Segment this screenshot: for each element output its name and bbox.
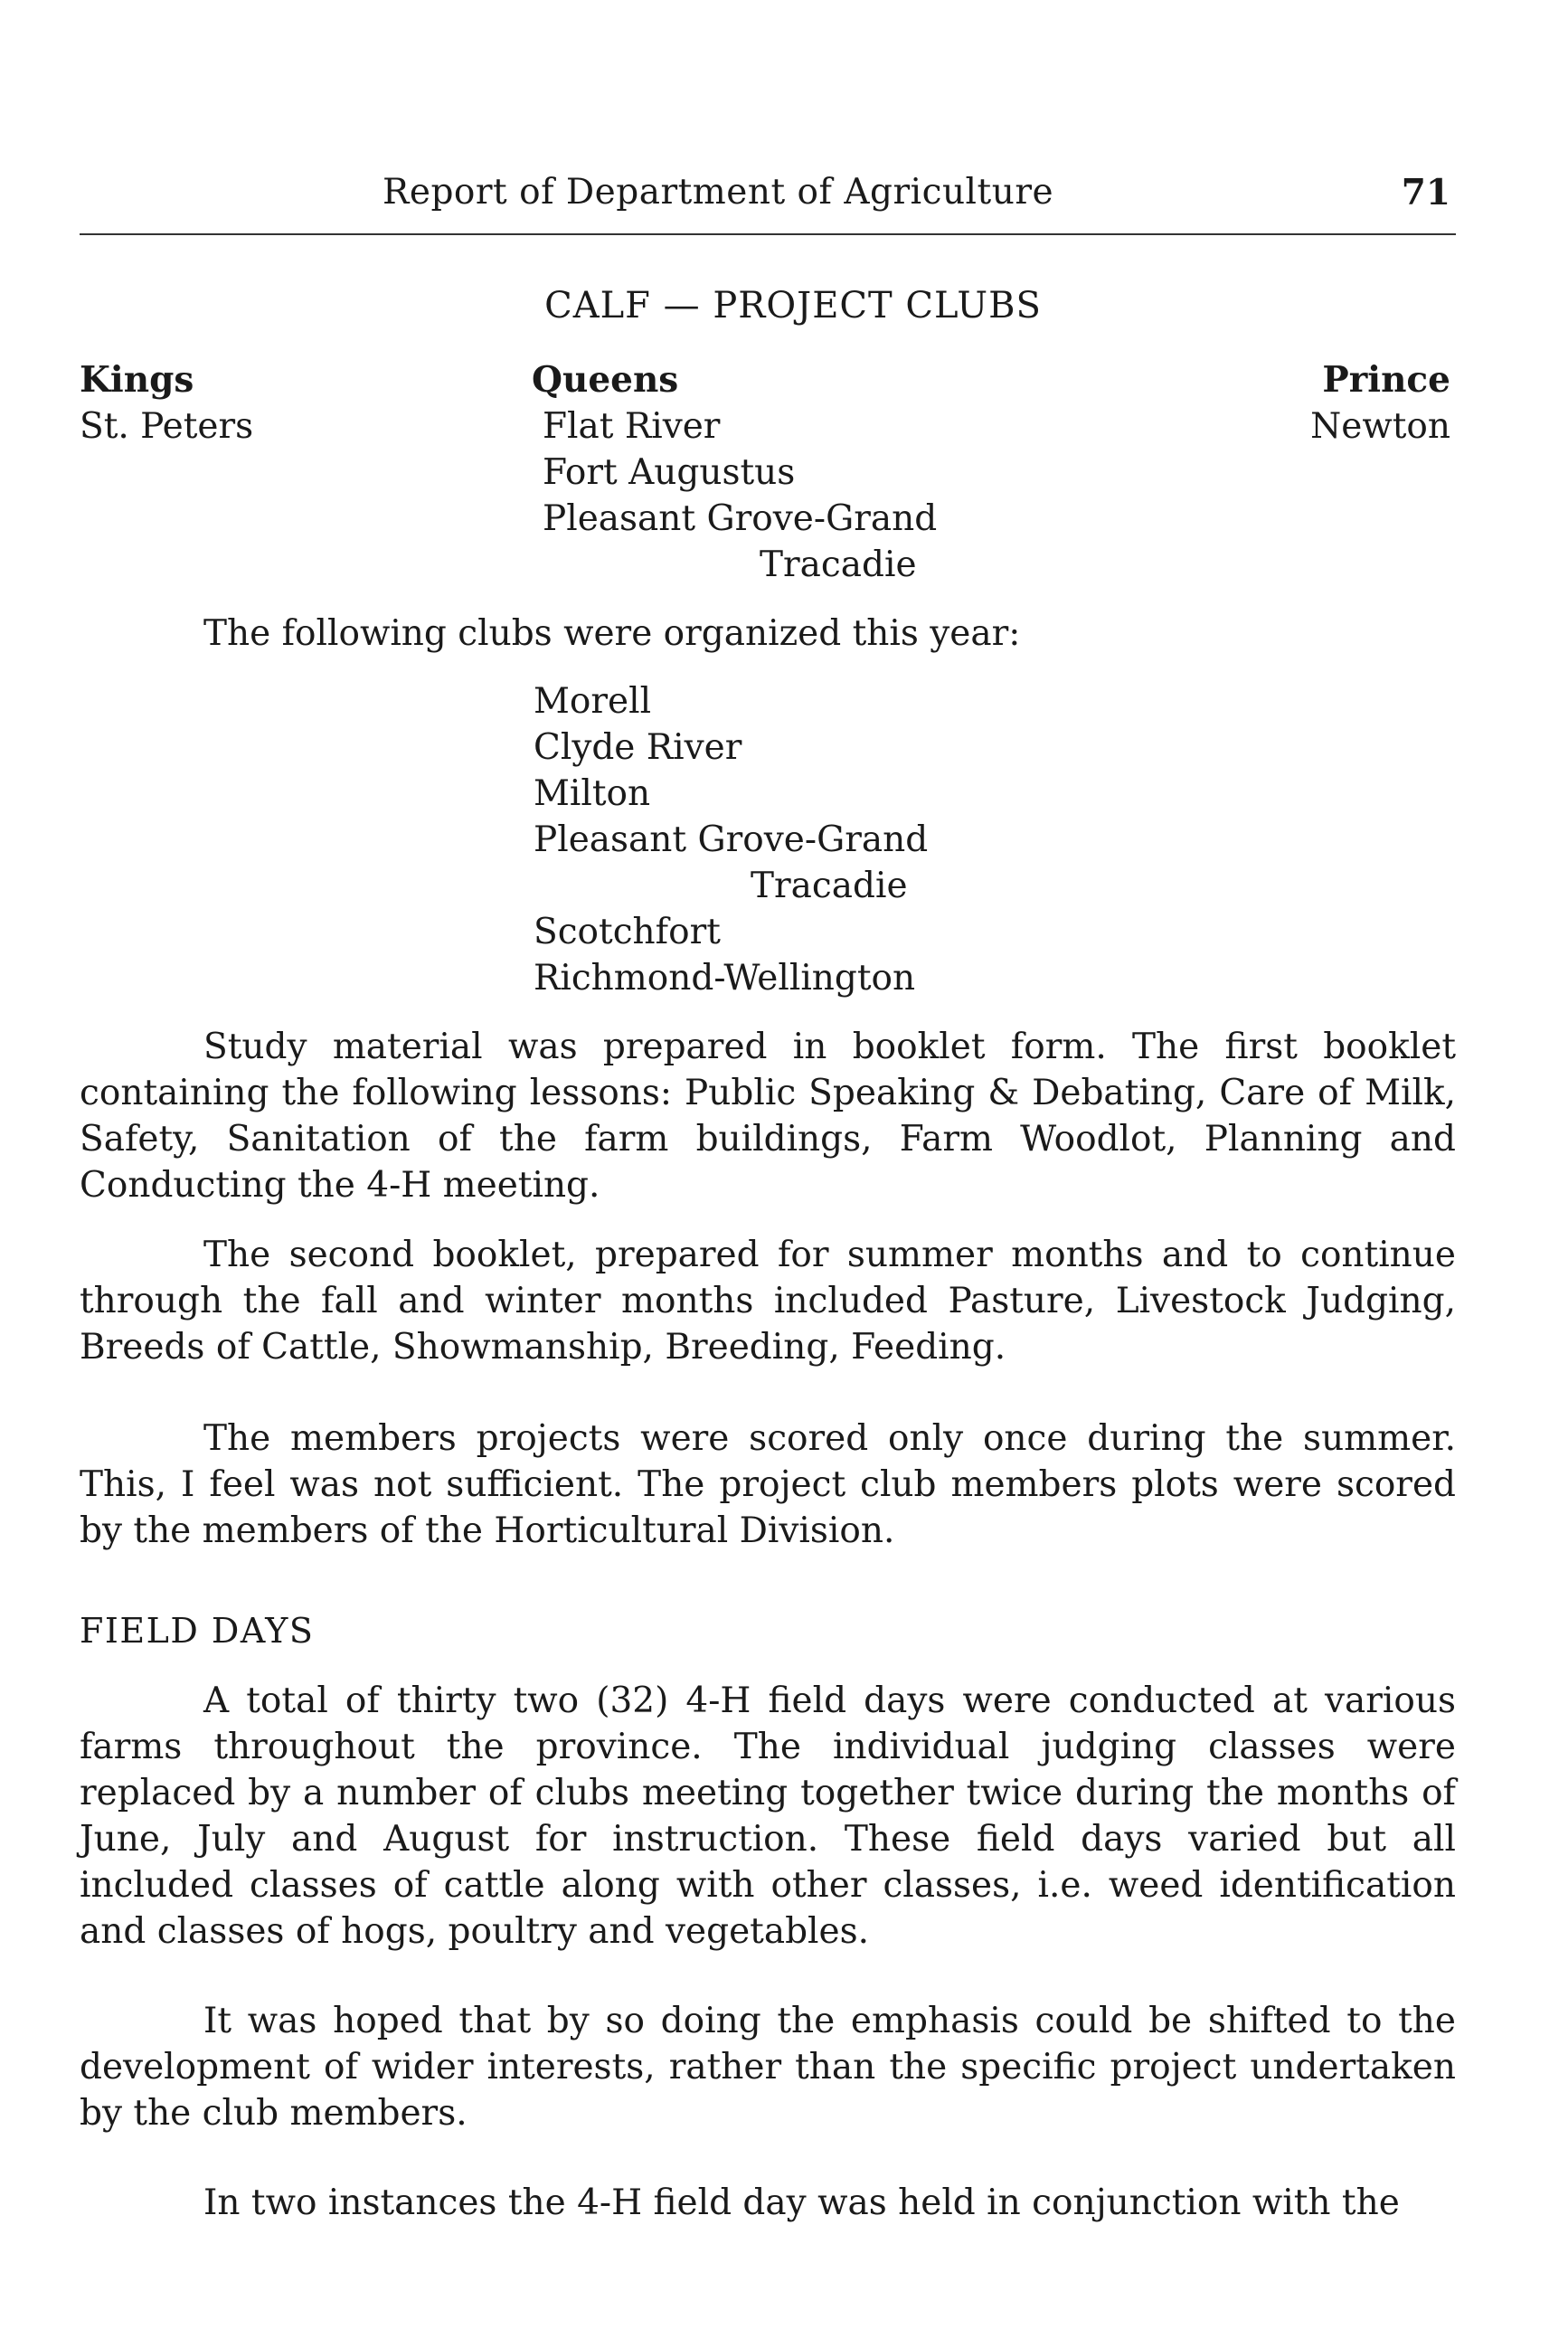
club-item: Pleasant Grove-Grand [543,498,938,539]
paragraph: The second booklet, prepared for summer months and to continue through the fall and winter months included Pasture, Livestock Judging, Breeds of Cattle, Showmanship, Breeding, Feeding. [80,1235,1456,1368]
club-item: Clyde River [534,727,742,768]
club-item: Fort Augustus [543,452,796,493]
county-heading-prince: Prince [1322,359,1450,401]
paragraph: In two instances the 4-H field day was held in conjunction with the [203,2182,1400,2223]
paragraph: The members projects were scored only once during the summer. This, I feel was not sufficient. The project club members plots were scored by the members of the Horticultural Division. [80,1418,1456,1551]
club-item: Newton [1310,406,1450,447]
paragraph: A total of thirty two (32) 4-H field days were conducted at various farms throughout the province. The individual judging classes were replaced by a number of clubs meeting together twice during the months of June, July and August for instruction. These field days varied but all included classes of cattle along with other classes, i.e. weed identification and classes of hogs, poultry and vegetables. [80,1680,1456,1952]
new-clubs-list [534,678,928,1001]
club-item: Pleasant Grove-Grand [534,819,929,860]
club-item: St. Peters [80,406,254,447]
county-column-queens [532,357,937,588]
club-item: Milton [534,773,651,814]
paragraph: Study material was prepared in booklet form. The first booklet containing the following lessons: Public Speaking & Debating, Care of Milk, Safety, Sanitation of the farm buildings, Farm Woodlot, Planning and Conducting the 4-H meeting. [80,1027,1456,1206]
club-item: Scotchfort [534,912,721,952]
club-item: Flat River [543,406,721,447]
section-title: CALF — PROJECT CLUBS [544,285,1042,327]
page-header [80,172,1450,226]
running-head: Report of Department of Agriculture [383,172,1054,213]
club-item: Morell [534,681,652,722]
page-number: 71 [1401,172,1450,213]
county-heading-queens: Queens [532,359,679,401]
paragraph: It was hoped that by so doing the emphasis could be shifted to the development of wider interests, rather than the specific project undertaken by the club members. [80,2001,1456,2134]
intro-text: The following clubs were organized this year: [203,613,1021,654]
county-column-prince [1310,357,1450,450]
club-item-continued: Tracadie [751,866,908,906]
club-item-continued: Tracadie [760,544,917,585]
county-column-kings [80,357,253,450]
county-heading-kings: Kings [80,359,194,401]
header-rule [80,233,1456,235]
body-text [80,1024,1456,2226]
club-item: Richmond-Wellington [534,958,916,999]
section-heading-field-days: FIELD DAYS [80,1611,315,1651]
